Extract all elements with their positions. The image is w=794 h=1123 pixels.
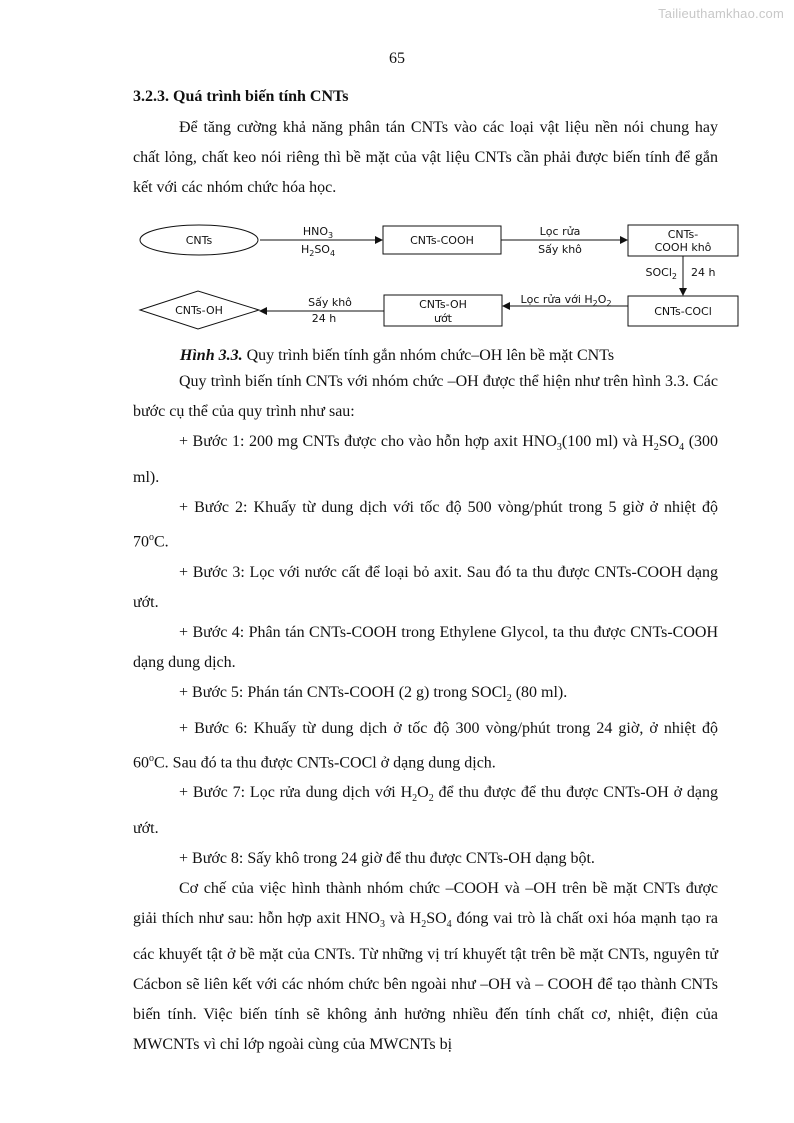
node-cnts-label: CNTs [185, 234, 213, 247]
watermark: Tailieuthamkhao.com [658, 6, 784, 21]
figure-caption [0, 342, 794, 370]
node-cnts [140, 225, 258, 255]
edge3-right-label: 24 h [691, 266, 716, 279]
page-number: 65 [389, 50, 405, 67]
step-4: + Bước 4: Phân tán CNTs-COOH trong Ethylene Glycol, ta thu được CNTs-COOH dạng dung dịch. [133, 623, 718, 671]
edge4-label: Lọc rửa với $H_2O_2$ [520, 293, 612, 308]
step-7: + Bước 7: Lọc rửa dung dịch với $H_2O_2$ để thu được để thu được CNTs-OH ở dạng ướt. [133, 784, 719, 838]
step-1: + Bước 1: 200 mg CNTs được cho vào hỗn hợp axit $HNO_3(100$ ml) và $H_2SO_4$ (300 ml). [133, 433, 719, 487]
edge2-bottom-label: Sấy khô [538, 243, 582, 256]
caption-label: Hình 3.3. [179, 347, 243, 364]
edge5-bottom-label: 24 h [311, 312, 337, 325]
step-2: + Bước 2: Khuấy từ dung dịch với tốc độ 500 vòng/phút trong 5 giờ ở nhiệt độ 70$^o$C. [133, 499, 718, 551]
node-cnts-cooh-label: CNTs-COOH [410, 234, 474, 247]
paragraph-overview: Quy trình biến tính CNTs với nhóm chức –OH được thể hiện như trên hình 3.3. Các bước cụ thể của quy trình như sau: [133, 373, 718, 420]
edge1-bottom-label: $H_2SO_4$ [300, 243, 336, 258]
section-heading: 3.2.3. Quá trình biến tính CNTs [133, 88, 349, 105]
node-cnts-cooh-dry-line2: COOH khô [654, 241, 712, 254]
node-cnts-cooh [383, 226, 501, 254]
main-text [133, 367, 718, 1060]
intro-text: Để tăng cường khả năng phân tán CNTs vào các loại vật liệu nền nói chung hay chất lỏng, chất keo nói riêng thì bề mặt của vật liệu CNTs cần phải được biến tính để gắn kết với các nhóm chức hóa học. [133, 119, 718, 196]
node-cnts-oh [140, 291, 259, 329]
edge-socl2-24h [646, 256, 716, 295]
step-3: + Bước 3: Lọc với nước cất để loại bỏ axit. Sau đó ta thu được CNTs-COOH dạng ướt. [133, 563, 718, 611]
edge2-top-label: Lọc rửa [539, 225, 581, 238]
intro-paragraph [133, 113, 718, 203]
node-cnts-cocl-label: CNTs-COCl [654, 305, 712, 318]
edge-hno3-h2so4 [260, 225, 382, 258]
step-5: + Bước 5: Phán tán CNTs-COOH (2 g) trong SOCl$_2$ (80 ml). [179, 683, 568, 704]
step-6: + Bước 6: Khuấy từ dung dịch ở tốc độ 300 vòng/phút trong 24 giờ, ở nhiệt độ 60$^o$C. Sau đó ta thu được CNTs-COCl ở dạng dung dịch. [133, 719, 718, 772]
node-cnts-oh-wet-line2: ướt [433, 312, 453, 325]
process-diagram [138, 218, 748, 338]
step-8: + Bước 8: Sấy khô trong 24 giờ để thu được CNTs-OH dạng bột. [179, 850, 595, 868]
edge1-top-label: $HNO_3$ [302, 225, 334, 240]
edge-loc-rua-h2o2 [503, 293, 628, 308]
node-cnts-oh-wet-line1: CNTs-OH [419, 298, 467, 311]
edge-say-kho-24h [260, 296, 384, 325]
node-cnts-cooh-dry-line1: CNTs- [667, 228, 699, 241]
edge5-top-label: Sấy khô [308, 296, 352, 309]
edge3-left-label: SOCl$_2$ [645, 266, 677, 281]
edge-loc-rua-say-kho [501, 225, 627, 256]
caption-text: Quy trình biến tính gắn nhóm chức–OH lên bề mặt CNTs [242, 347, 615, 364]
node-cnts-cooh-dry [628, 225, 738, 256]
paragraph-mechanism: Cơ chế của việc hình thành nhóm chức –COOH và –OH trên bề mặt CNTs được giải thích như sau: hỗn hợp axit $HNO_3$ và $H_2SO_4$ đóng vai trò là chất oxi hóa mạnh tạo ra các khuyết tật ở bề mặt của CNTs. Từ những vị trí khuyết tật trên bề mặt CNTs, nguyên tử Cácbon sẽ liên kết với các nhóm chức bên ngoài như –OH và – COOH để tạo thành CNTs biến tính. Việc biến tính sẽ không ảnh hưởng nhiều đến tính chất cơ, nhiệt, điện của MWCNTs vì chỉ lớp ngoài cùng của MWCNTs bị [133, 880, 719, 1054]
node-cnts-oh-wet [384, 295, 502, 326]
node-cnts-oh-label: CNTs-OH [175, 304, 223, 317]
node-cnts-cocl [628, 296, 738, 326]
